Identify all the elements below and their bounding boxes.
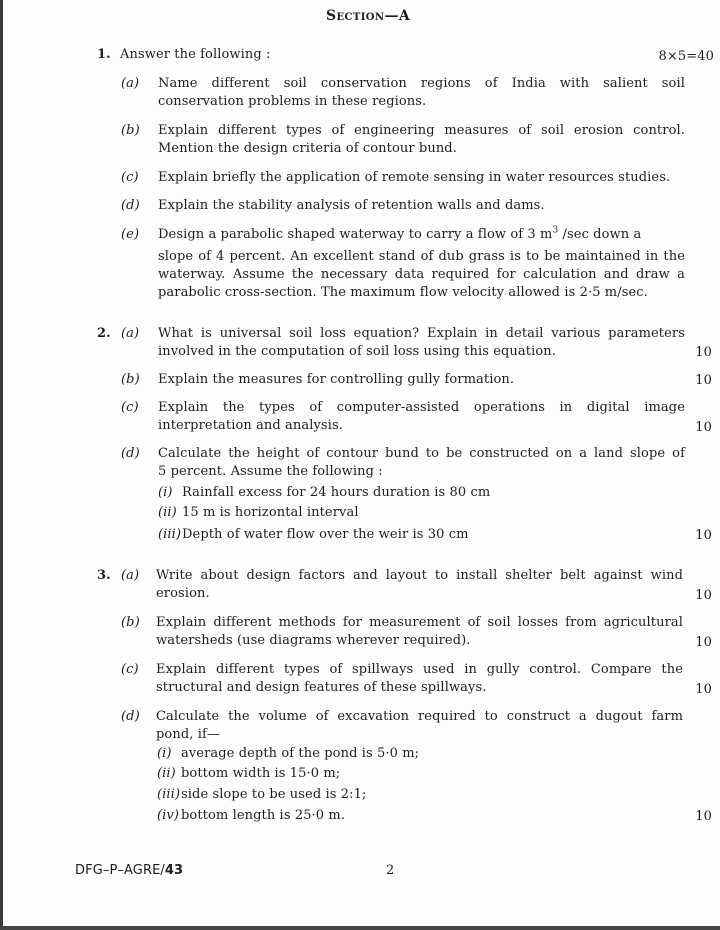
q2c-line1: Explain the types of computer-assisted operations in digital image [158,400,685,415]
q1b-label: (b) [121,123,140,138]
q1a-label: (a) [121,76,140,91]
q2d-ii-label: (ii) [158,505,177,520]
q2c-line2: interpretation and analysis. [158,418,343,433]
q1e-line4: parabolic cross-section. The maximum flow velocity allowed is 2·5 m/sec. [158,285,648,300]
q2d-marks: 10 [695,528,712,543]
question-2-number: 2. [97,326,111,341]
q1b-line1: Explain different types of engineering measures of soil erosion control. [158,123,685,138]
q1c-label: (c) [121,170,139,185]
q2a-label: (a) [121,326,140,341]
q2d-iii-text: Depth of water flow over the weir is 30 cm [182,527,469,542]
q1c-line1: Explain briefly the application of remote sensing in water resources studies. [158,170,671,185]
question-1-number: 1. [97,47,111,62]
paper-code: DFG–P–AGRE/43 [75,863,184,878]
q2b-marks: 10 [695,373,712,388]
page-edge-left [0,0,3,930]
q3a-label: (a) [121,568,140,583]
q3a-line1: Write about design factors and layout to install shelter belt against wind [156,568,683,583]
q2d-iii-label: (iii) [158,527,182,542]
q3d-ii-label: (ii) [157,766,176,781]
page-edge-bottom [0,926,720,930]
q3d-ii-text: bottom width is 15·0 m; [181,766,341,781]
q2c-label: (c) [121,400,139,415]
q3b-line1: Explain different methods for measurement of soil losses from agricultural [156,615,683,630]
question-1-marks: 8×5=40 [658,49,714,64]
q2c-marks: 10 [695,420,712,435]
q1e-line3: waterway. Assume the necessary data required for calculation and draw a [158,267,685,282]
q1e-label: (e) [121,227,140,242]
q3d-iii-label: (iii) [157,787,181,802]
q3a-line2: erosion. [156,586,210,601]
q3b-line2: watersheds (use diagrams wherever required). [156,633,471,648]
q3b-label: (b) [121,615,140,630]
q3c-marks: 10 [695,682,712,697]
q3c-line2: structural and design features of these spillways. [156,680,487,695]
q3d-i-label: (i) [157,746,172,761]
q3d-i-text: average depth of the pond is 5·0 m; [181,746,420,761]
q1a-line2: conservation problems in these regions. [158,94,427,109]
section-title: Section—A [326,8,411,24]
q1e-line1: Design a parabolic shaped waterway to carry a flow of 3 $m^3$ /sec down a [158,225,642,242]
q3d-label: (d) [121,709,140,724]
q2d-line1: Calculate the height of contour bund to be constructed on a land slope of [158,446,685,461]
q2a-line1: What is universal soil loss equation? Explain in detail various parameters [158,326,685,341]
question-3-number: 3. [97,568,111,583]
q2a-marks: 10 [695,345,712,360]
q3c-line1: Explain different types of spillways used in gully control. Compare the [156,662,683,677]
q2d-i-label: (i) [158,485,173,500]
q2a-line2: involved in the computation of soil loss using this equation. [158,344,556,359]
q1d-line1: Explain the stability analysis of retention walls and dams. [158,198,545,213]
q2d-ii-text: 15 m is horizontal interval [182,505,359,520]
q2d-line2: 5 percent. Assume the following : [158,464,383,479]
q3d-line1: Calculate the volume of excavation required to construct a dugout farm [156,709,683,724]
q3b-marks: 10 [695,635,712,650]
q3d-iv-label: (iv) [157,808,180,823]
q3d-iv-text: bottom length is 25·0 m. [181,808,346,823]
q3c-label: (c) [121,662,139,677]
q3d-line2: pond, if— [156,727,220,742]
q2b-line1: Explain the measures for controlling gully formation. [158,372,515,387]
q3a-marks: 10 [695,588,712,603]
q3d-iii-text: side slope to be used is 2:1; [181,787,367,802]
q2d-label: (d) [121,446,140,461]
question-1-intro: Answer the following : [120,47,271,62]
q1b-line2: Mention the design criteria of contour bund. [158,141,457,156]
q1e-line2: slope of 4 percent. An excellent stand of dub grass is to be maintained in the [158,249,685,264]
q2d-i-text: Rainfall excess for 24 hours duration is 80 cm [182,485,491,500]
q3d-marks: 10 [695,809,712,824]
q2b-label: (b) [121,372,140,387]
page-number: 2 [386,863,395,878]
q1d-label: (d) [121,198,140,213]
q1a-line1: Name different soil conservation regions of India with salient soil [158,76,685,91]
